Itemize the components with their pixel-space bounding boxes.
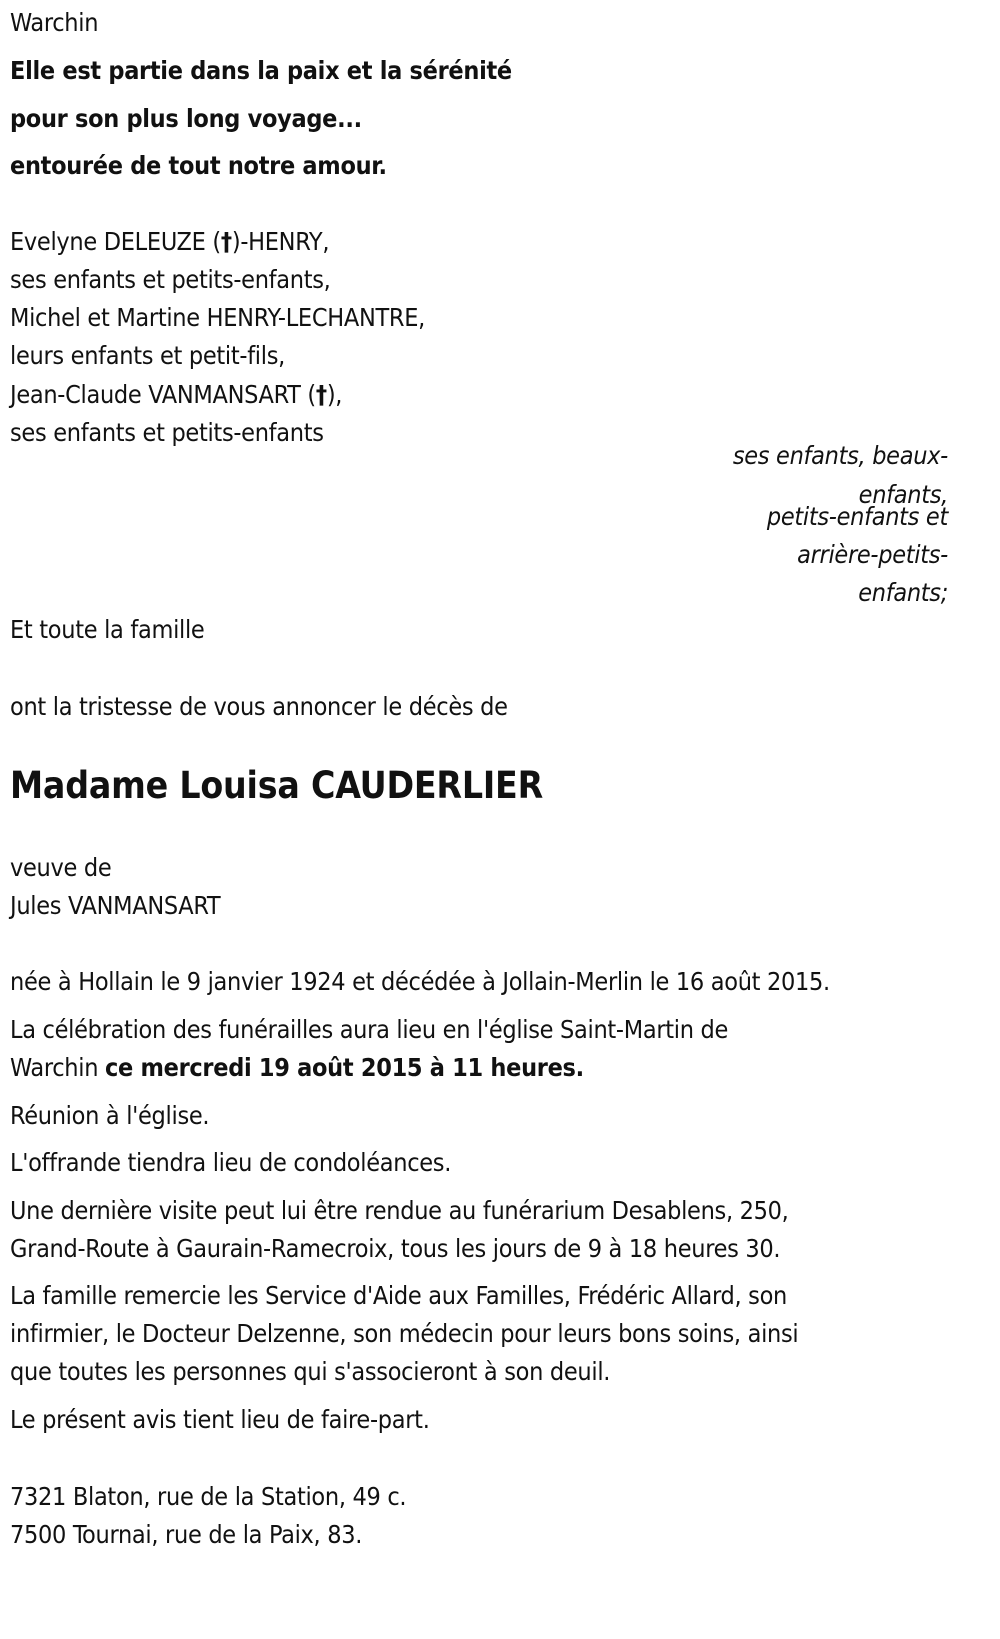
widow-label: veuve de xyxy=(10,853,112,882)
notice: Le présent avis tient lieu de faire-part. xyxy=(10,1405,430,1434)
family-closing: Et toute la famille xyxy=(10,615,205,644)
epitaph-line-1: Elle est partie dans la paix et la sérénité xyxy=(10,56,512,85)
family-line-6: ses enfants et petits-enfants xyxy=(10,418,324,447)
address-1: 7321 Blaton, rue de la Station, 49 c. xyxy=(10,1482,407,1511)
cross-icon: † xyxy=(220,227,232,256)
family-line-5-before: Jean-Claude VANMANSART ( xyxy=(10,380,316,409)
thanks-line-1: La famille remercie les Service d'Aide aux Familles, Frédéric Allard, son xyxy=(10,1281,788,1310)
ceremony-line-2 xyxy=(10,1053,584,1083)
family-line-4: leurs enfants et petit-fils, xyxy=(10,341,285,370)
thanks-line-2: infirmier, le Docteur Delzenne, son médecin pour leurs bons soins, ainsi xyxy=(10,1319,799,1348)
side-note-line-5: enfants; xyxy=(858,578,948,607)
spouse-name: Jules VANMANSART xyxy=(10,891,221,920)
address-2: 7500 Tournai, rue de la Paix, 83. xyxy=(10,1520,363,1549)
meeting: Réunion à l'église. xyxy=(10,1101,210,1130)
family-line-3: Michel et Martine HENRY-LECHANTRE, xyxy=(10,303,425,332)
ceremony-place: Warchin xyxy=(10,1053,105,1082)
family-line-5-after: ), xyxy=(326,380,343,409)
family-line-5 xyxy=(10,380,342,410)
cross-icon: † xyxy=(315,380,327,409)
ceremony-datetime: ce mercredi 19 août 2015 à 11 heures. xyxy=(105,1053,584,1082)
family-line-2: ses enfants et petits-enfants, xyxy=(10,265,331,294)
epitaph-line-3: entourée de tout notre amour. xyxy=(10,151,387,180)
side-note-line-3: petits-enfants et xyxy=(766,502,948,531)
family-line-1-before: Evelyne DELEUZE ( xyxy=(10,227,221,256)
side-note-line-4: arrière-petits- xyxy=(797,540,948,569)
side-note-line-1: ses enfants, beaux- xyxy=(732,441,948,470)
epitaph-line-2: pour son plus long voyage... xyxy=(10,104,362,133)
family-line-1-after: )-HENRY, xyxy=(231,227,330,256)
birth-death: née à Hollain le 9 janvier 1924 et décédée à Jollain-Merlin le 16 août 2015. xyxy=(10,967,830,996)
announcement-intro: ont la tristesse de vous annoncer le décès de xyxy=(10,692,508,721)
family-line-1 xyxy=(10,227,329,257)
offering: L'offrande tiendra lieu de condoléances. xyxy=(10,1148,452,1177)
ceremony-line-1: La célébration des funérailles aura lieu en l'église Saint-Martin de xyxy=(10,1015,729,1044)
location: Warchin xyxy=(10,8,99,37)
thanks-line-3: que toutes les personnes qui s'associeront à son deuil. xyxy=(10,1357,611,1386)
visit-line-1: Une dernière visite peut lui être rendue au funérarium Desablens, 250, xyxy=(10,1196,789,1225)
deceased-name: Madame Louisa CAUDERLIER xyxy=(10,764,544,807)
side-note-line-2: enfants, xyxy=(858,480,948,509)
visit-line-2: Grand-Route à Gaurain-Ramecroix, tous les jours de 9 à 18 heures 30. xyxy=(10,1234,781,1263)
